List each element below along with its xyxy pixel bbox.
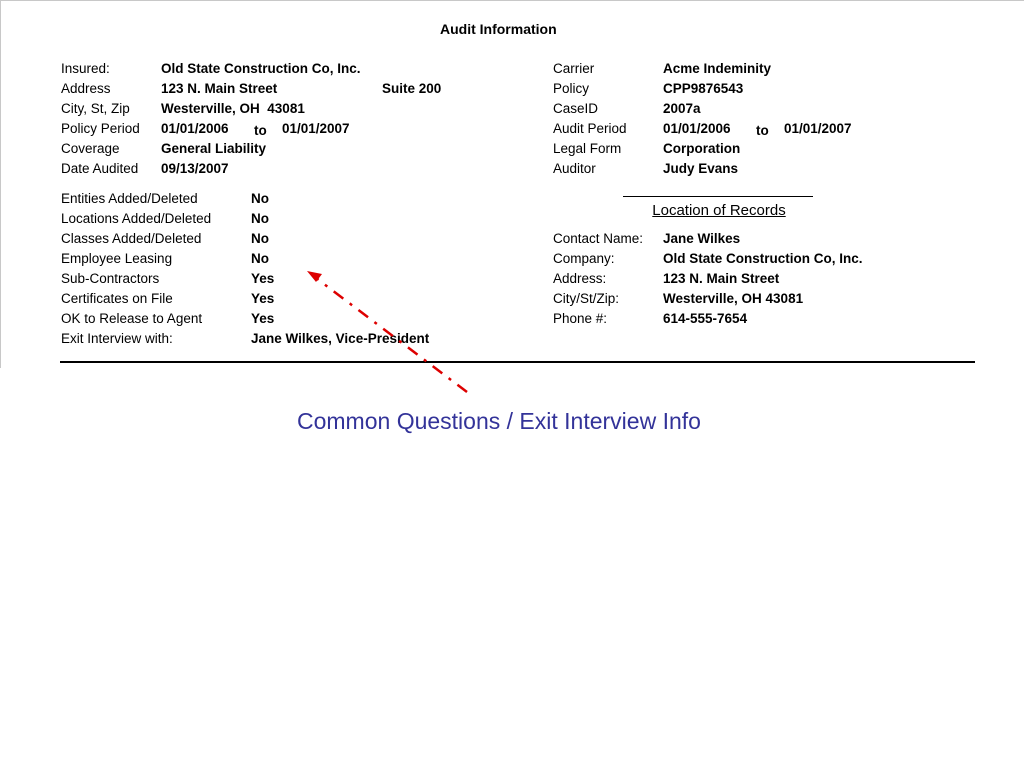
q-release-value: Yes: [251, 311, 275, 326]
q-classes-value: No: [251, 231, 269, 246]
date-audited-value: 09/13/2007: [161, 161, 229, 176]
city-st-zip-value: Westerville, OH 43081: [161, 101, 305, 116]
q-entities-value: No: [251, 191, 269, 206]
document-title: Audit Information: [440, 21, 557, 37]
audit-period-end: 01/01/2007: [784, 121, 852, 136]
policy-value: CPP9876543: [663, 81, 744, 96]
caseid-value: 2007a: [663, 101, 701, 116]
phone-value: 614-555-7654: [663, 311, 748, 326]
policy-label: Policy: [553, 81, 590, 96]
policy-period-label: Policy Period: [61, 121, 140, 136]
q-entities-label: Entities Added/Deleted: [61, 191, 198, 206]
annotation-caption: Common Questions / Exit Interview Info: [297, 408, 701, 434]
carrier-label: Carrier: [553, 61, 595, 76]
annotation-arrow-head: [307, 271, 322, 282]
audit-period-label: Audit Period: [553, 121, 627, 136]
location-address-label: Address:: [553, 271, 607, 286]
q-certificates-value: Yes: [251, 291, 275, 306]
q-subcontractors-value: Yes: [251, 271, 275, 286]
city-st-zip-label: City, St, Zip: [61, 101, 130, 116]
annotation-arrow-line: [316, 278, 467, 392]
company-value: Old State Construction Co, Inc.: [663, 251, 863, 266]
insured-label: Insured:: [61, 61, 110, 76]
date-audited-label: Date Audited: [61, 161, 139, 176]
q-release-label: OK to Release to Agent: [61, 311, 203, 326]
q-locations-value: No: [251, 211, 269, 226]
caseid-label: CaseID: [553, 101, 599, 116]
address-label: Address: [61, 81, 111, 96]
carrier-value: Acme Indeminity: [663, 61, 772, 76]
location-city-value: Westerville, OH 43081: [663, 291, 804, 306]
q-employee-leasing-value: No: [251, 251, 269, 266]
contact-name-label: Contact Name:: [553, 231, 644, 246]
q-exit-interview-value: Jane Wilkes, Vice-President: [251, 331, 430, 346]
location-of-records-title: Location of Records: [652, 202, 786, 219]
q-subcontractors-label: Sub-Contractors: [61, 271, 160, 286]
address-suite: Suite 200: [382, 81, 442, 96]
q-certificates-label: Certificates on File: [61, 291, 173, 306]
coverage-label: Coverage: [61, 141, 120, 156]
q-classes-label: Classes Added/Deleted: [61, 231, 202, 246]
q-exit-interview-label: Exit Interview with:: [61, 331, 173, 346]
audit-period-to: to: [756, 123, 769, 138]
legal-form-label: Legal Form: [553, 141, 622, 156]
address-value: 123 N. Main Street: [161, 81, 278, 96]
policy-period-to: to: [254, 123, 267, 138]
coverage-value: General Liability: [161, 141, 267, 156]
location-address-value: 123 N. Main Street: [663, 271, 780, 286]
contact-name-value: Jane Wilkes: [663, 231, 741, 246]
policy-period-start: 01/01/2006: [161, 121, 229, 136]
audit-period-start: 01/01/2006: [663, 121, 731, 136]
legal-form-value: Corporation: [663, 141, 741, 156]
insured-value: Old State Construction Co, Inc.: [161, 61, 361, 76]
auditor-label: Auditor: [553, 161, 596, 176]
auditor-value: Judy Evans: [663, 161, 739, 176]
policy-period-end: 01/01/2007: [282, 121, 350, 136]
phone-label: Phone #:: [553, 311, 608, 326]
q-locations-label: Locations Added/Deleted: [61, 211, 212, 226]
company-label: Company:: [553, 251, 615, 266]
q-employee-leasing-label: Employee Leasing: [61, 251, 173, 266]
location-city-label: City/St/Zip:: [553, 291, 620, 306]
